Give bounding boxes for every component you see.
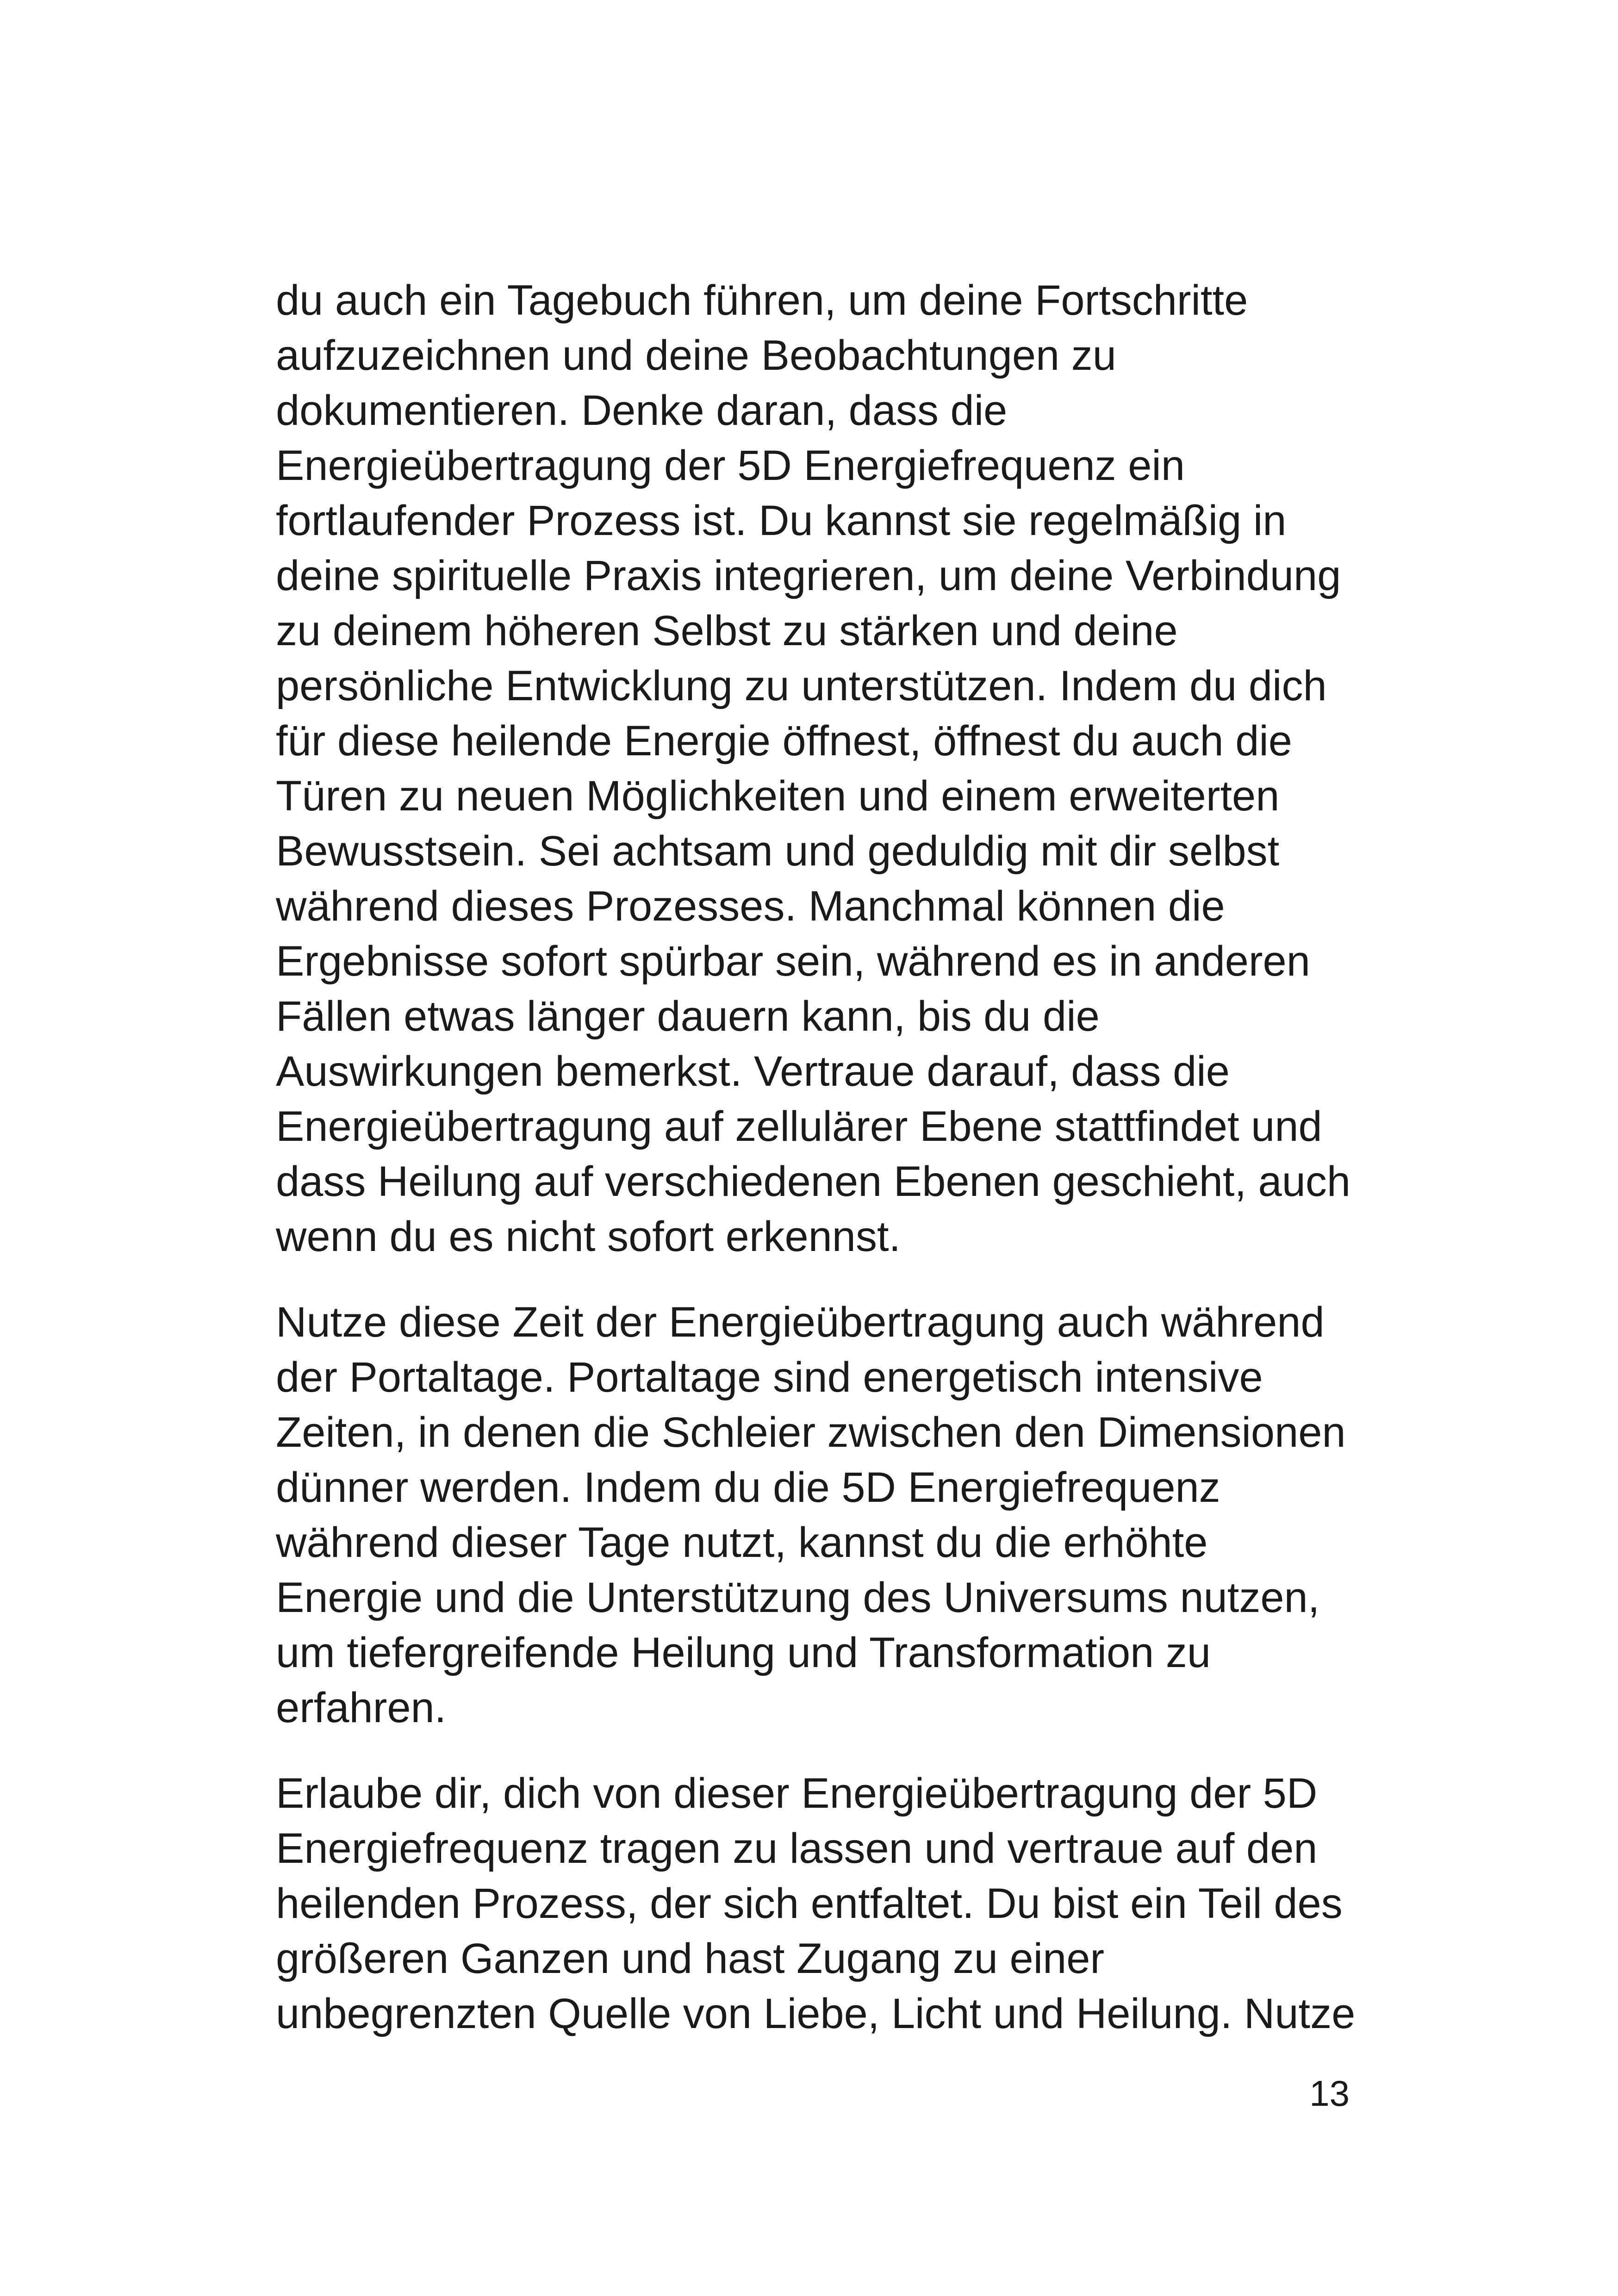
text-line: erfahren. — [276, 1684, 447, 1731]
text-line: Fällen etwas länger dauern kann, bis du die — [276, 993, 1100, 1040]
text-line: Bewusstsein. Sei achtsam und geduldig mit dir selbst — [276, 828, 1280, 875]
text-line: um tiefergreifende Heilung und Transformation zu — [276, 1629, 1211, 1676]
page-number: 13 — [1309, 2073, 1350, 2114]
paragraph — [276, 1766, 1354, 2041]
text-line: Energieübertragung der 5D Energiefrequenz ein — [276, 442, 1185, 489]
text-line: Energiefrequenz tragen zu lassen und vertraue auf den — [276, 1825, 1318, 1872]
text-line: dokumentieren. Denke daran, dass die — [276, 387, 1008, 434]
text-line: persönliche Entwicklung zu unterstützen. Indem du dich — [276, 662, 1327, 709]
text-line: für diese heilende Energie öffnest, öffnest du auch die — [276, 717, 1292, 765]
text-line: der Portaltage. Portaltage sind energetisch intensive — [276, 1354, 1263, 1401]
text-line: größeren Ganzen und hast Zugang zu einer — [276, 1935, 1105, 1982]
text-line: Energieübertragung auf zellulärer Ebene stattfindet und — [276, 1103, 1322, 1150]
text-line: Türen zu neuen Möglichkeiten und einem erweiterten — [276, 772, 1280, 820]
text-line: wenn du es nicht sofort erkennst. — [276, 1213, 901, 1260]
text-line: dünner werden. Indem du die 5D Energiefrequenz — [276, 1464, 1220, 1511]
text-line: deine spirituelle Praxis integrieren, um deine Verbindung — [276, 552, 1341, 599]
text-line: du auch ein Tagebuch führen, um deine Fortschritte — [276, 277, 1248, 324]
text-line: Erlaube dir, dich von dieser Energieübertragung der 5D — [276, 1770, 1318, 1817]
text-line: Auswirkungen bemerkst. Vertraue darauf, dass die — [276, 1048, 1230, 1095]
text-line: fortlaufender Prozess ist. Du kannst sie regelmäßig in — [276, 497, 1287, 544]
text-line: während dieses Prozesses. Manchmal können die — [276, 883, 1225, 930]
text-line: aufzuzeichnen und deine Beobachtungen zu — [276, 332, 1116, 379]
text-line: Ergebnisse sofort spürbar sein, während es in anderen — [276, 938, 1310, 985]
text-line: Energie und die Unterstützung des Universums nutzen, — [276, 1574, 1320, 1621]
text-line: Zeiten, in denen die Schleier zwischen den Dimensionen — [276, 1409, 1346, 1456]
text-line: während dieser Tage nutzt, kannst du die erhöhte — [276, 1519, 1208, 1566]
body-text — [276, 273, 1354, 2041]
text-line: dass Heilung auf verschiedenen Ebenen geschieht, auch — [276, 1158, 1351, 1205]
text-line: heilenden Prozess, der sich entfaltet. Du bist ein Teil des — [276, 1880, 1343, 1927]
paragraph — [276, 1295, 1354, 1736]
text-line: Nutze diese Zeit der Energieübertragung auch während — [276, 1299, 1325, 1346]
text-line: unbegrenzten Quelle von Liebe, Licht und Heilung. Nutze — [276, 1990, 1356, 2037]
text-line: zu deinem höheren Selbst zu stärken und deine — [276, 607, 1178, 654]
paragraph — [276, 273, 1354, 1264]
